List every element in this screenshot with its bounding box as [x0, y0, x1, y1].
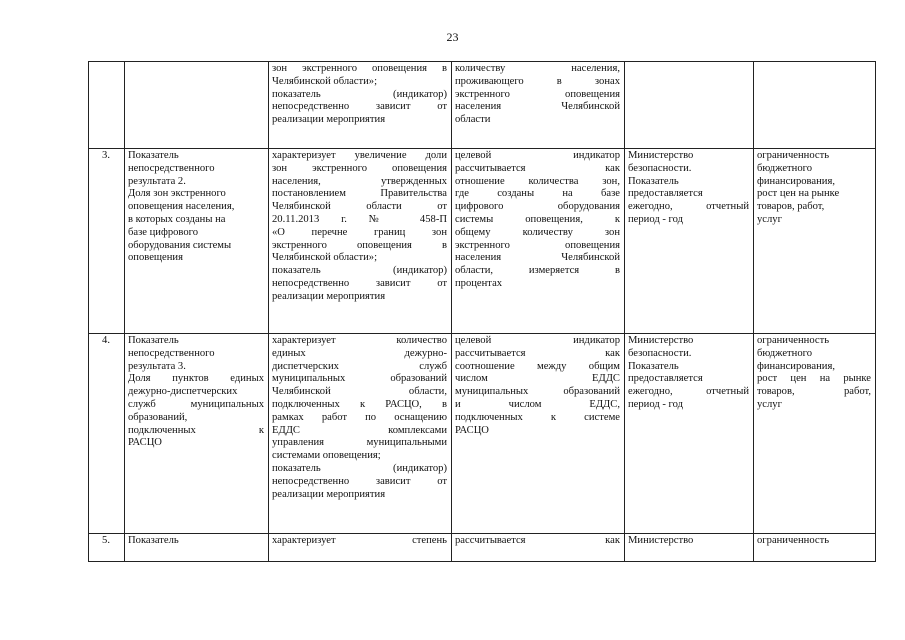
cell-text-line: безопасности.	[628, 347, 692, 359]
cell-text-line: показатель (индикатор)	[272, 265, 447, 277]
cell-text-line: финансирования,	[757, 360, 835, 372]
cell-text-line: и числом ЕДДС,	[455, 398, 620, 410]
cell-text-line: характеризует степень	[272, 535, 447, 546]
data-source-cell	[625, 534, 754, 562]
cell-text-line: непосредственного	[128, 162, 215, 174]
cell-text-line: экстренного оповещения в	[272, 239, 447, 251]
cell-text-line: населения Челябинской	[455, 252, 620, 264]
cell-text-line: Министерство	[628, 335, 694, 346]
cell-text-line: отношение количества зон,	[455, 175, 620, 187]
cell-text-line: товаров, работ,	[757, 386, 871, 398]
cell-text-line: Показатель	[628, 360, 679, 372]
cell-text-line: зон экстренного оповещения в	[272, 63, 447, 74]
cell-text-line: области, измеряется в	[455, 265, 620, 277]
cell-text-line: управления муниципальными	[272, 437, 447, 449]
cell-text-line: подключенных к РАСЦО, в	[272, 398, 447, 410]
cell-text-line: непосредственного	[128, 347, 215, 359]
data-source-cell	[625, 334, 754, 534]
cell-text-line: проживающего в зонах	[455, 75, 620, 87]
description-cell	[269, 62, 452, 149]
cell-text-line: Показатель	[628, 175, 679, 187]
cell-text-line: рамках работ по оснащению	[272, 411, 447, 423]
cell-text-line: непосредственно зависит от	[272, 475, 447, 487]
cell-text-line: финансирования,	[757, 175, 835, 187]
cell-text-line: единых дежурно-	[272, 347, 447, 359]
cell-text-line: рассчитывается как	[455, 535, 620, 546]
indicator-name-cell	[125, 534, 269, 562]
description-cell	[269, 334, 452, 534]
cell-text-line: целевой индикатор	[455, 335, 620, 346]
indicator-name-cell	[125, 62, 269, 149]
cell-text-line: предоставляется	[628, 188, 703, 200]
cell-text-line: служб муниципальных	[128, 398, 264, 410]
cell-text-line: услуг	[757, 213, 782, 225]
calculation-method-cell	[452, 62, 625, 149]
data-source-cell	[625, 62, 754, 149]
cell-text-line: товаров, работ,	[757, 201, 825, 213]
cell-text-line: Министерство	[628, 535, 694, 546]
cell-text-line: экстренного оповещения	[455, 239, 620, 251]
cell-text-line: характеризует увеличение доли	[272, 150, 447, 161]
cell-text-line: результата 2.	[128, 175, 186, 187]
cell-text-line: период - год	[628, 213, 684, 225]
cell-text-line: соотношение между общим	[455, 360, 620, 372]
cell-text-line: где созданы на базе	[455, 188, 620, 200]
cell-text-line: ограниченность	[757, 335, 830, 346]
cell-text-line: Министерство	[628, 150, 694, 161]
cell-text-line: непосредственно зависит от	[272, 101, 447, 113]
cell-text-line: постановлением Правительства	[272, 188, 447, 200]
cell-text-line: числом ЕДДС	[455, 373, 620, 385]
cell-text-line: экстренного оповещения	[455, 88, 620, 100]
cell-text-line: оповещения	[128, 252, 183, 264]
indicator-name-cell	[125, 149, 269, 334]
cell-text-line: показатель (индикатор)	[272, 462, 447, 474]
cell-text-line: оборудования системы	[128, 239, 232, 251]
cell-text-line: услуг	[757, 398, 782, 410]
cell-text-line: Челябинской области от	[272, 201, 447, 213]
row-number-cell: 5.	[89, 534, 125, 562]
cell-text-line: области	[455, 114, 491, 126]
cell-text-line: Показатель	[128, 535, 179, 546]
cell-text-line: населения Челябинской	[455, 101, 620, 113]
cell-text-line: характеризует количество	[272, 335, 447, 346]
cell-text-line: предоставляется	[628, 373, 703, 385]
cell-text-line: общему количеству зон	[455, 226, 620, 238]
cell-text-line: период - год	[628, 398, 684, 410]
cell-text-line: подключенных к системе	[455, 411, 620, 423]
cell-text-line: населения, утвержденных	[272, 175, 447, 187]
cell-text-line: показатель (индикатор)	[272, 88, 447, 100]
cell-text-line: бюджетного	[757, 162, 813, 174]
cell-text-line: Показатель	[128, 335, 179, 346]
cell-text-line: муниципальных образований	[455, 386, 620, 398]
cell-text-line: рост цен на рынке	[757, 188, 840, 200]
cell-text-line: системы оповещения, к	[455, 213, 620, 225]
cell-text-line: дежурно-диспетчерских	[128, 386, 238, 398]
cell-text-line: рассчитывается как	[455, 347, 620, 359]
cell-text-line: результата 3.	[128, 360, 186, 372]
cell-text-line: непосредственно зависит от	[272, 277, 447, 289]
cell-text-line: Челябинской области»;	[272, 75, 378, 87]
cell-text-line: процентах	[455, 277, 503, 289]
table-row	[89, 334, 876, 534]
cell-text-line: подключенных к	[128, 424, 264, 436]
cell-text-line: муниципальных образований	[272, 373, 447, 385]
cell-text-line: количеству населения,	[455, 63, 620, 74]
cell-text-line: базе цифрового	[128, 226, 199, 238]
indicator-name-cell	[125, 334, 269, 534]
table-row	[89, 149, 876, 334]
cell-text-line: ограниченность	[757, 535, 830, 546]
cell-text-line: реализации мероприятия	[272, 488, 386, 500]
calculation-method-cell	[452, 334, 625, 534]
cell-text-line: «О перечне границ зон	[272, 226, 447, 238]
cell-text-line: реализации мероприятия	[272, 114, 386, 126]
row-number-cell	[89, 62, 125, 149]
cell-text-line: оповещения населения,	[128, 201, 235, 213]
row-number-cell: 3.	[89, 149, 125, 334]
calculation-method-cell	[452, 149, 625, 334]
cell-text-line: образований,	[128, 411, 188, 423]
cell-text-line: в которых созданы на	[128, 213, 226, 225]
cell-text-line: РАСЦО	[128, 437, 162, 449]
indicators-table	[88, 61, 876, 562]
cell-text-line: Челябинской области,	[272, 386, 447, 398]
cell-text-line: ежегодно, отчетный	[628, 386, 749, 398]
cell-text-line: Доля пунктов единых	[128, 373, 264, 385]
risks-cell	[754, 149, 876, 334]
page-number: 23	[446, 30, 459, 44]
row-number-cell: 4.	[89, 334, 125, 534]
description-cell	[269, 149, 452, 334]
cell-text-line: Доля зон экстренного	[128, 188, 226, 200]
cell-text-line: зон экстренного оповещения	[272, 162, 447, 174]
cell-text-line: безопасности.	[628, 162, 692, 174]
cell-text-line: ежегодно, отчетный	[628, 201, 749, 213]
cell-text-line: системами оповещения;	[272, 450, 381, 462]
cell-text-line: реализации мероприятия	[272, 290, 386, 302]
cell-text-line: 20.11.2013 г. № 458-П	[272, 213, 447, 225]
cell-text-line: ЕДДС комплексами	[272, 424, 447, 436]
cell-text-line: Показатель	[128, 150, 179, 161]
table-row	[89, 534, 876, 562]
cell-text-line: цифрового оборудования	[455, 201, 620, 213]
calculation-method-cell	[452, 534, 625, 562]
cell-text-line: РАСЦО	[455, 424, 489, 436]
cell-text-line: рост цен на рынке	[757, 373, 871, 385]
cell-text-line: рассчитывается как	[455, 162, 620, 174]
cell-text-line: бюджетного	[757, 347, 813, 359]
cell-text-line: диспетчерских служб	[272, 360, 447, 372]
cell-text-line: ограниченность	[757, 150, 830, 161]
risks-cell	[754, 334, 876, 534]
description-cell	[269, 534, 452, 562]
cell-text-line: целевой индикатор	[455, 150, 620, 161]
data-source-cell	[625, 149, 754, 334]
cell-text-line: Челябинской области»;	[272, 252, 378, 264]
risks-cell	[754, 62, 876, 149]
table-row	[89, 62, 876, 149]
risks-cell	[754, 534, 876, 562]
